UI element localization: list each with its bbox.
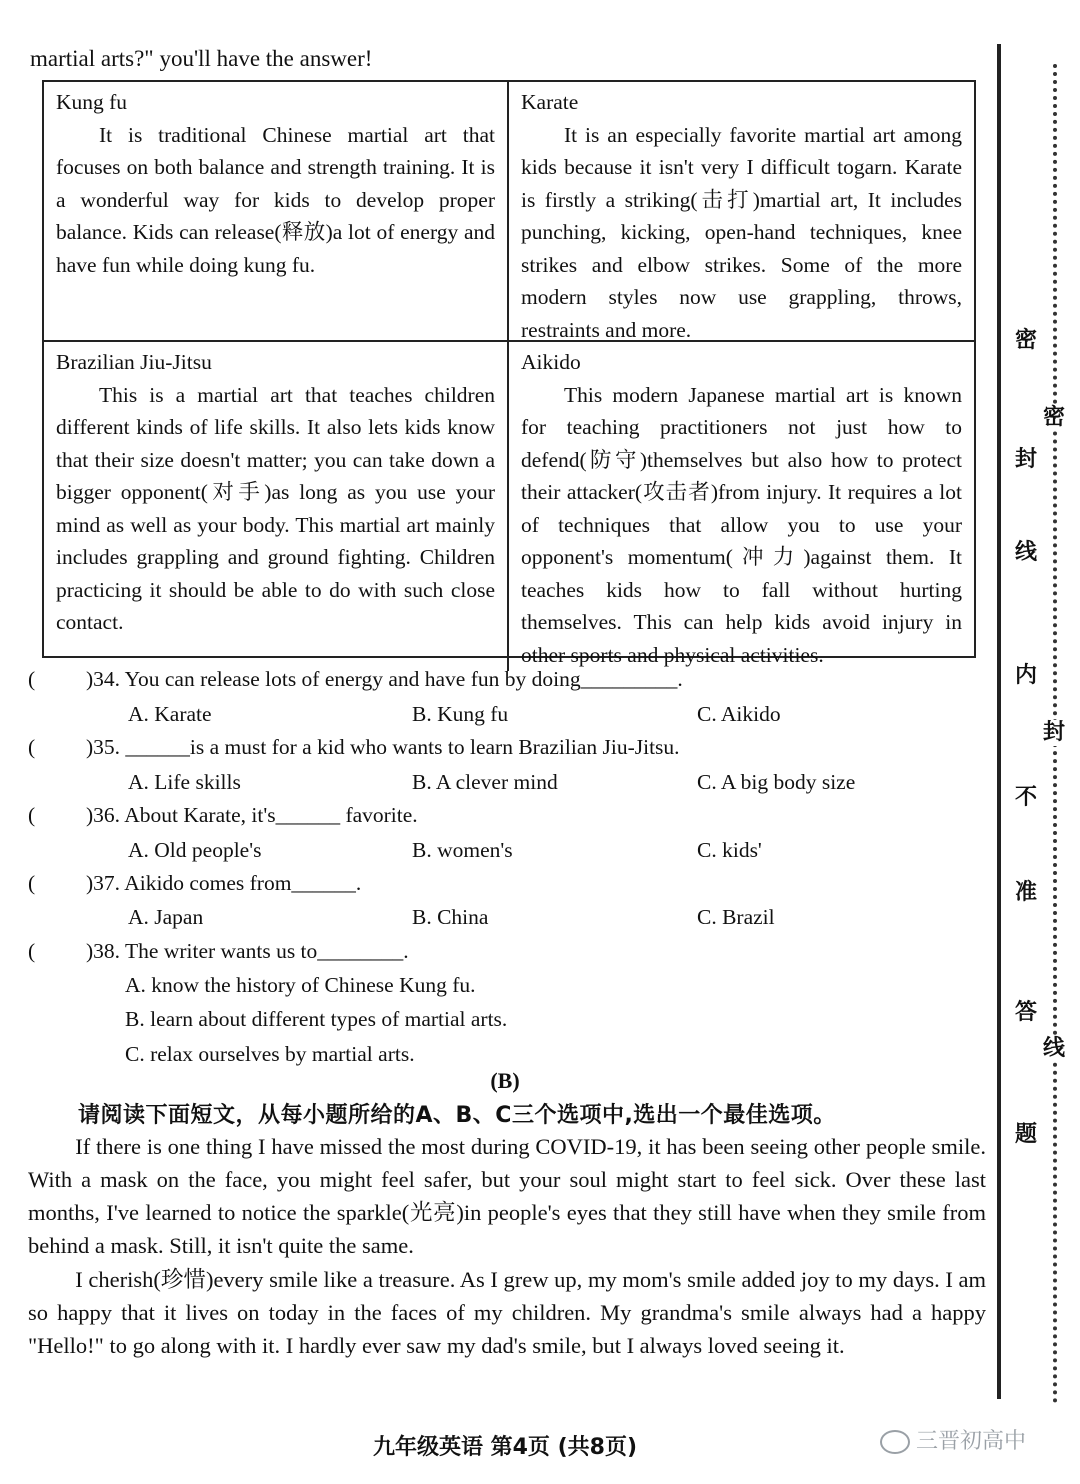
option-c[interactable]: C. Brazil	[697, 905, 775, 929]
option-b[interactable]: B. China	[412, 905, 489, 929]
cell-title: Karate	[521, 90, 579, 114]
cell-body: This is a martial art that teaches children different kinds of life skills. It also lets kids know that their size doesn't matter; you can take down a bigger opponent(对手)as long as you use your mind as well as your body. This martial art mainly includes grappling and ground fighting. Children practicing it should be able to do with such close contact.	[56, 382, 495, 634]
option-b[interactable]: B. women's	[412, 838, 513, 862]
option-c[interactable]: C. relax ourselves by martial arts.	[125, 1042, 415, 1066]
option-a[interactable]: A. Old people's	[128, 838, 262, 862]
watermark-text: 三晋初高中	[916, 1429, 1027, 1454]
intro-line: martial arts?" you'll have the answer!	[30, 46, 373, 71]
question-stem: )38. The writer wants us to________.	[86, 939, 409, 963]
cell-kung-fu	[44, 82, 509, 342]
wechat-icon	[880, 1430, 910, 1454]
seal-char: 准	[1015, 880, 1038, 905]
seal-char: 密	[1015, 328, 1038, 353]
option-b[interactable]: B. learn about different types of martial arts.	[125, 1007, 508, 1031]
seal-char: 题	[1015, 1122, 1038, 1147]
cell-jiu-jitsu	[44, 342, 509, 671]
passage-paragraph-2: I cherish(珍惜)every smile like a treasure. As I grew up, my mom's smile added joy to my days. I am so happy that it lives on today in the faces of my children. My grandma's smile always had a happy "Hello!" to go along with it. I hardly ever saw my dad's smile, but I always loved seeing it.	[28, 1267, 986, 1358]
martial-arts-table	[42, 80, 976, 667]
option-b[interactable]: B. A clever mind	[412, 770, 558, 794]
passage-paragraph-1: If there is one thing I have missed the most during COVID-19, it has been seeing other people smile. With a mask on the face, you might feel safer, but your soul might start to feel sick. Over these last months, I've learned to notice the sparkle(光亮)in people's eyes that they still have when they smile from behind a mask. Still, it isn't quite the same.	[28, 1134, 986, 1258]
page-footer: 九年级英语 第4页 (共8页)	[372, 1435, 638, 1460]
cell-title: Brazilian Jiu-Jitsu	[56, 350, 212, 374]
option-b[interactable]: B. Kung fu	[412, 702, 509, 726]
watermark	[880, 1424, 1026, 1455]
option-a[interactable]: A. Karate	[128, 702, 212, 726]
binding-line	[997, 44, 1001, 1399]
question-stem: )37. Aikido comes from______.	[86, 871, 362, 895]
cell-title: Aikido	[521, 350, 581, 374]
cell-body: It is an especially favorite martial art among kids because it isn't very I difficult togarn. Karate is firstly a striking(击打)martial art, It includes punching, kicking, open-hand techniques, knee strikes and elbow strikes. Some of the more modern styles now use grappling, throws, restraints and more.	[521, 122, 962, 342]
cell-karate	[509, 82, 974, 342]
option-a[interactable]: A. Life skills	[128, 770, 241, 794]
seal-char: 不	[1015, 785, 1038, 810]
cell-body: This modern Japanese martial art is known for teaching practitioners not just how to defend(防守)themselves but also how to protect their attacker(攻击者)from injury. It requires a lot of techniques that allow you to use your opponent's momentum(冲力)against them. It teaches kids how to fall without hurting themselves. This can help kids avoid injury in other sports and physical activities.	[521, 382, 962, 667]
answer-paren[interactable]: (	[28, 735, 36, 759]
option-a[interactable]: A. know the history of Chinese Kung fu.	[125, 973, 476, 997]
option-c[interactable]: C. Aikido	[697, 702, 781, 726]
option-c[interactable]: C. A big body size	[697, 770, 856, 794]
seal-char-outer: 密	[1043, 405, 1066, 430]
cell-aikido	[509, 342, 974, 671]
cell-body: It is traditional Chinese martial art that focuses on both balance and strength training. It is a wonderful way for kids to develop proper balance. Kids can release(释放)a lot of energy and have fun while doing kung fu.	[56, 122, 495, 277]
seal-char: 答	[1015, 1000, 1038, 1025]
answer-paren[interactable]: (	[28, 803, 36, 827]
option-c[interactable]: C. kids'	[697, 838, 762, 862]
seal-char: 内	[1015, 663, 1038, 688]
question-stem: )34. You can release lots of energy and have fun by doing_________.	[86, 667, 683, 691]
seal-char-outer: 封	[1043, 720, 1066, 745]
cell-title: Kung fu	[56, 90, 128, 114]
seal-char-outer: 线	[1043, 1036, 1066, 1061]
question-stem: )36. About Karate, it's______ favorite.	[86, 803, 418, 827]
answer-paren[interactable]: (	[28, 667, 36, 691]
option-a[interactable]: A. Japan	[128, 905, 204, 929]
seal-char: 线	[1015, 540, 1038, 565]
instruction: 请阅读下面短文，从每小题所给的A、B、C三个选项中,选出一个最佳选项。	[78, 1103, 836, 1128]
section-heading: (B)	[490, 1068, 520, 1093]
answer-paren[interactable]: (	[28, 871, 36, 895]
question-stem: )35. ______is a must for a kid who wants to learn Brazilian Jiu-Jitsu.	[86, 735, 680, 759]
seal-char: 封	[1015, 447, 1038, 472]
answer-paren[interactable]: (	[28, 939, 36, 963]
